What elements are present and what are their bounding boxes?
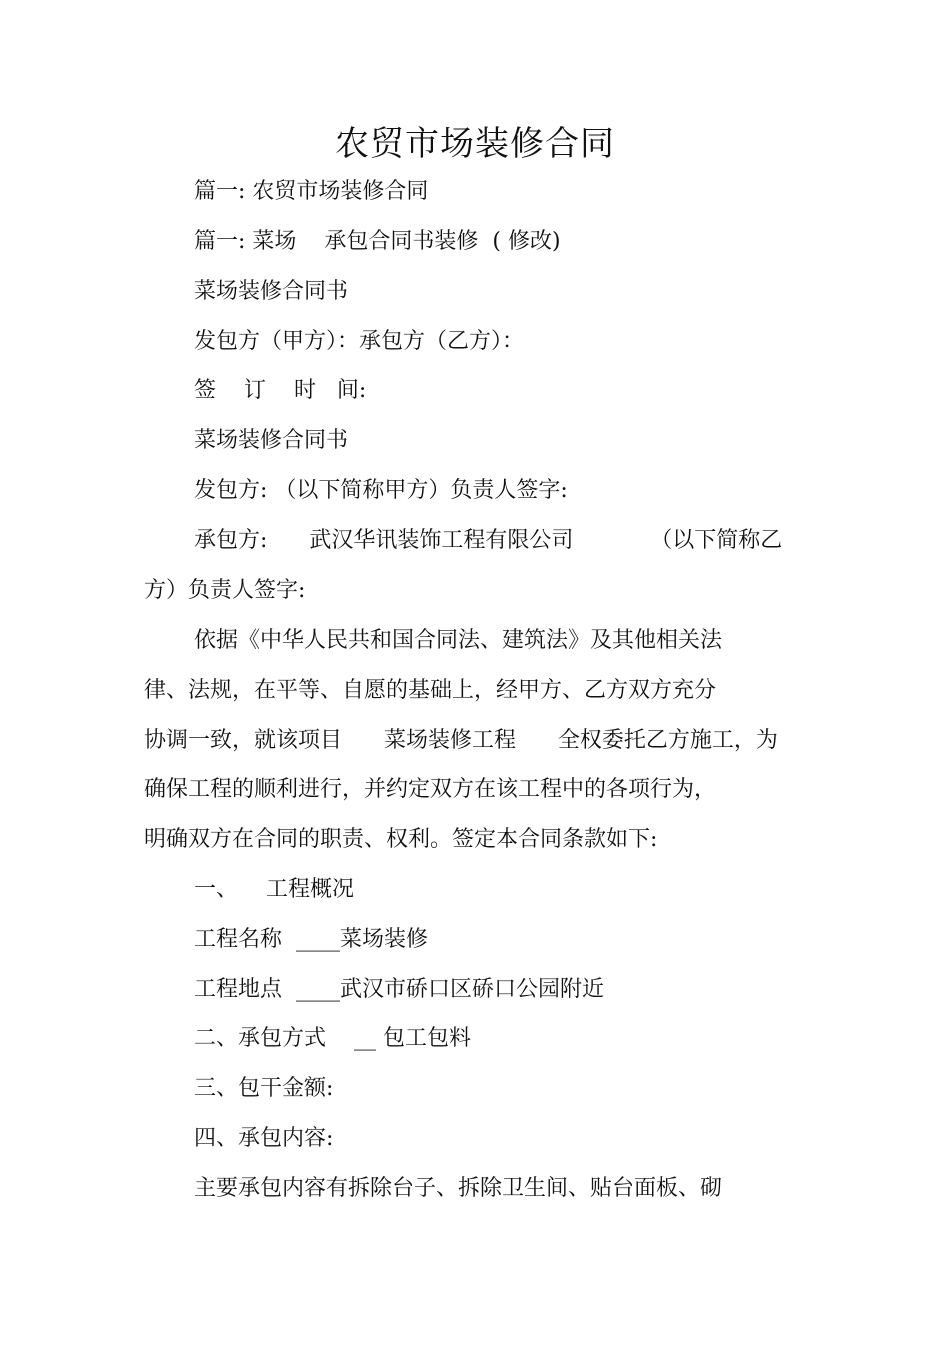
text-line-16: 工程名称 ____菜场装修 [194,927,428,952]
text-line-8: 承包方: 武汉华讯装饰工程有限公司 （以下简称乙 [194,528,783,553]
text-line-11: 律、法规，在平等、自愿的基础上，经甲方、乙方双方充分 [144,678,717,703]
text-line-14: 明确双方在合同的职责、权利。签定本合同条款如下: [144,827,658,852]
text-line-19: 三、包干金额: [194,1076,334,1101]
text-line-4: 发包方（甲方）：承包方（乙方）： [194,329,525,354]
text-line-3: 菜场装修合同书 [194,279,349,304]
text-line-17: 工程地点 ____武汉市硚口区硚口公园附近 [194,977,604,1002]
text-line-2: 篇一: 菜场 承包合同书装修 ( 修改) [194,229,561,254]
text-line-15: 一、 工程概况 [194,877,354,902]
text-line-7: 发包方: （以下简称甲方）负责人签字: [194,478,568,503]
text-line-1: 篇一: 农贸市场装修合同 [194,179,429,204]
text-line-5: 签 订 时 间: [194,378,367,403]
text-line-18: 二、承包方式 __ 包工包料 [194,1026,471,1051]
text-line-21: 主要承包内容有拆除台子、拆除卫生间、贴台面板、砌 [194,1176,723,1201]
text-line-6: 菜场装修合同书 [194,428,349,453]
text-line-10: 依据《中华人民共和国合同法、建筑法》及其他相关法 [194,628,723,653]
text-line-12: 协调一致，就该项目 菜场装修工程 全权委托乙方施工，为 [144,728,778,753]
text-line-20: 四、承包内容: [194,1126,334,1151]
document-title: 农贸市场装修合同 [335,124,615,164]
text-line-9: 方）负责人签字: [144,578,306,603]
text-line-13: 确保工程的顺利进行，并约定双方在该工程中的各项行为， [144,777,717,802]
